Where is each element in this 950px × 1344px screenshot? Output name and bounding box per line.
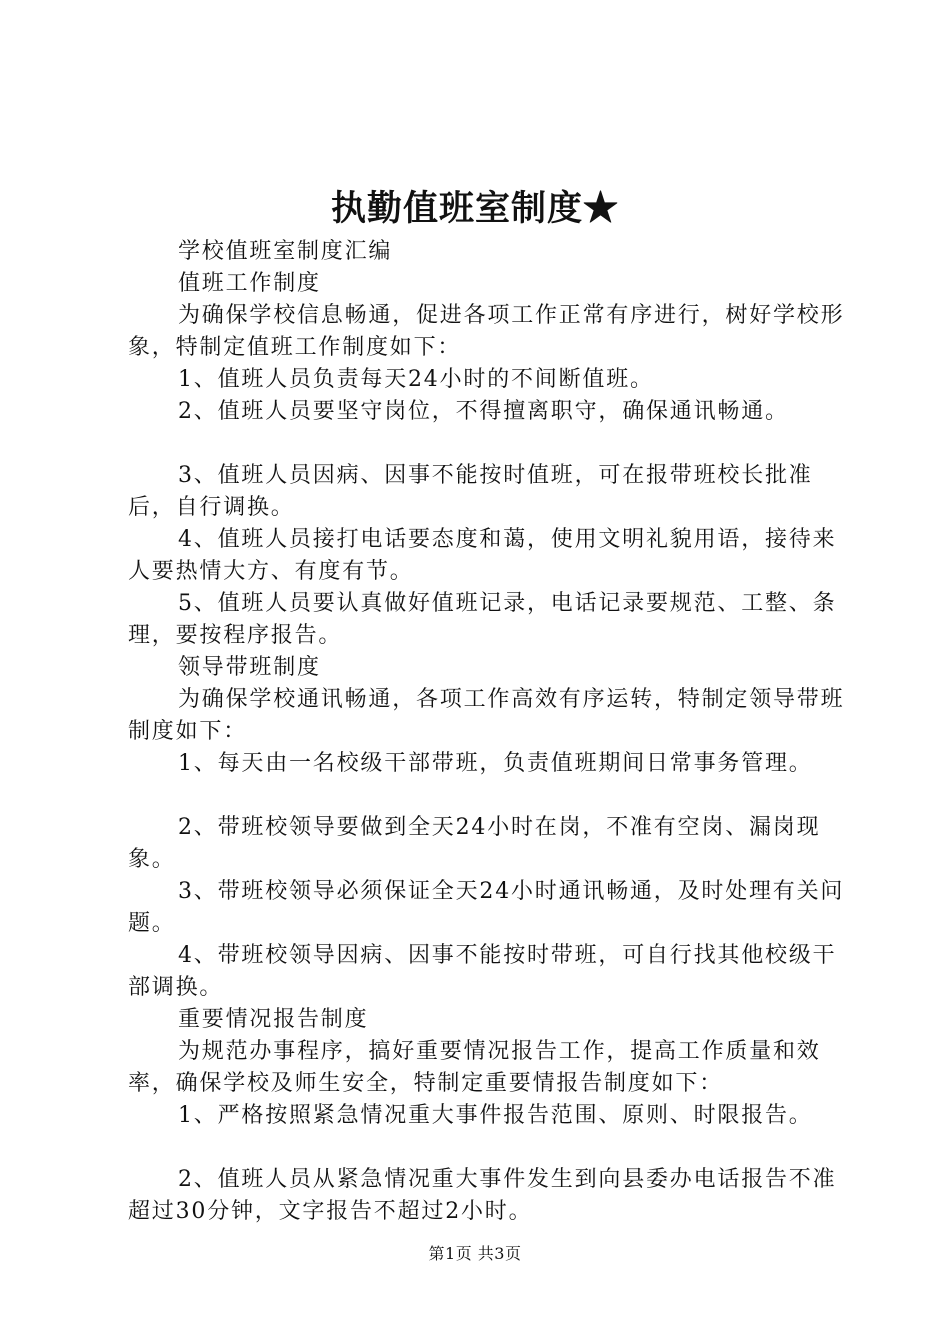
list-item-duty-1: 1、值班人员负责每天24小时的不间断值班。 <box>178 367 654 392</box>
blank-line <box>128 1132 850 1164</box>
list-item-leadership-2: 2、带班校领导要做到全天24小时在岗，不准有空岗、漏岗现象。 <box>128 815 821 872</box>
list-item-leadership-4: 4、带班校领导因病、因事不能按时带班，可自行找其他校级干部调换。 <box>128 943 837 1000</box>
list-item-duty-4: 4、值班人员接打电话要态度和蔼，使用文明礼貌用语，接待来人要热情大方、有度有节。 <box>128 527 837 584</box>
paragraph-reporting-intro: 为规范办事程序，搞好重要情况报告工作，提高工作质量和效率，确保学校及师生安全，特制定重要情报告制度如下： <box>128 1039 821 1096</box>
paragraph-duty-intro: 为确保学校信息畅通，促进各项工作正常有序进行，树好学校形象，特制定值班工作制度如下： <box>128 303 845 360</box>
list-item-reporting-2: 2、值班人员从紧急情况重大事件发生到向县委办电话报告不准超过30分钟，文字报告不超过2小时。 <box>128 1167 837 1224</box>
paragraph-compilation-title: 学校值班室制度汇编 <box>178 239 393 264</box>
list-item-duty-3: 3、值班人员因病、因事不能按时值班，可在报带班校长批准后，自行调换。 <box>128 463 813 520</box>
blank-line <box>128 428 850 460</box>
list-item-duty-2: 2、值班人员要坚守岗位，不得擅离职守，确保通讯畅通。 <box>178 399 789 424</box>
document-body <box>128 236 850 1228</box>
section-heading-leadership: 领导带班制度 <box>178 655 321 680</box>
page-number-footer: 第1页 共3页 <box>428 1244 522 1263</box>
section-heading-duty: 值班工作制度 <box>178 271 321 296</box>
list-item-duty-5: 5、值班人员要认真做好值班记录，电话记录要规范、工整、条理，要按程序报告。 <box>128 591 837 648</box>
document-title: 执勤值班室制度★ <box>330 188 619 229</box>
blank-line <box>128 780 850 812</box>
list-item-leadership-3: 3、带班校领导必须保证全天24小时通讯畅通，及时处理有关问题。 <box>128 879 845 936</box>
list-item-leadership-1: 1、每天由一名校级干部带班，负责值班期间日常事务管理。 <box>178 751 813 776</box>
paragraph-leadership-intro: 为确保学校通讯畅通，各项工作高效有序运转，特制定领导带班制度如下： <box>128 687 845 744</box>
list-item-reporting-1: 1、严格按照紧急情况重大事件报告范围、原则、时限报告。 <box>178 1103 813 1128</box>
section-heading-reporting: 重要情况报告制度 <box>178 1007 369 1032</box>
